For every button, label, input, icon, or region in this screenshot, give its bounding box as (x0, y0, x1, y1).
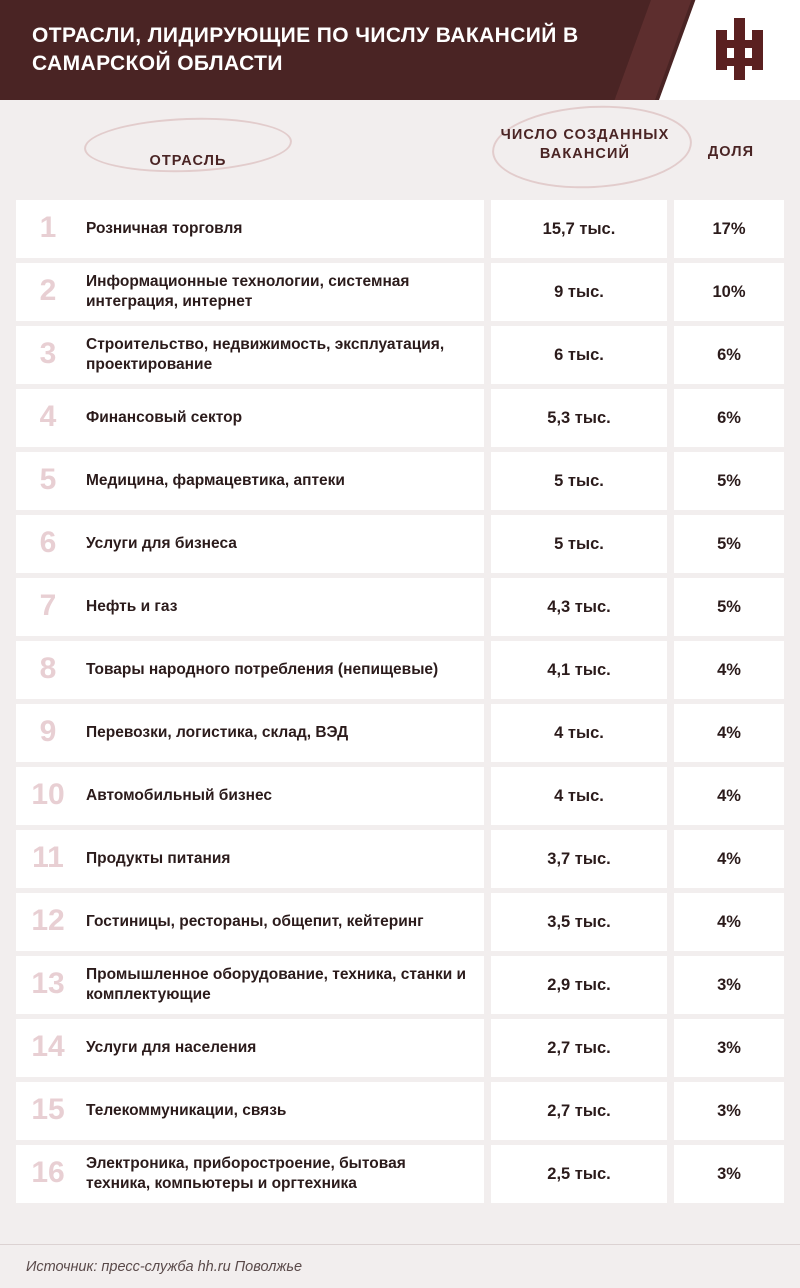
table-row (16, 893, 784, 951)
row-rank: 9 (16, 704, 80, 762)
row-count: 4 тыс. (491, 767, 667, 825)
row-share: 4% (674, 893, 784, 951)
table-row (16, 830, 784, 888)
table-row (16, 704, 784, 762)
row-share: 6% (674, 389, 784, 447)
table-row (16, 200, 784, 258)
row-count: 3,7 тыс. (491, 830, 667, 888)
row-rank: 8 (16, 641, 80, 699)
row-rank: 15 (16, 1082, 80, 1140)
row-share: 4% (674, 767, 784, 825)
row-rank: 5 (16, 452, 80, 510)
row-rank: 3 (16, 326, 80, 384)
table-row (16, 263, 784, 321)
row-branch: Товары народного потребления (непищевые) (80, 641, 484, 699)
row-rank: 7 (16, 578, 80, 636)
table-row (16, 956, 784, 1014)
column-header-count: ЧИСЛО СОЗДАННЫХ ВАКАНСИЙ (500, 127, 670, 162)
table-row (16, 578, 784, 636)
row-branch: Промышленное оборудование, техника, станки и комплектующие (80, 956, 484, 1014)
row-rank: 12 (16, 893, 80, 951)
page-title: ОТРАСЛИ, ЛИДИРУЮЩИЕ ПО ЧИСЛУ ВАКАНСИЙ В САМАРСКОЙ ОБЛАСТИ (32, 24, 579, 75)
table-row (16, 641, 784, 699)
row-count: 2,9 тыс. (491, 956, 667, 1014)
row-share: 4% (674, 641, 784, 699)
row-branch: Услуги для населения (80, 1019, 484, 1077)
row-count: 5 тыс. (491, 515, 667, 573)
row-share: 10% (674, 263, 784, 321)
row-count: 2,5 тыс. (491, 1145, 667, 1203)
row-share: 5% (674, 578, 784, 636)
table-row (16, 389, 784, 447)
table-body (0, 200, 800, 1203)
row-share: 4% (674, 830, 784, 888)
table-row (16, 767, 784, 825)
table-row (16, 1019, 784, 1077)
row-branch: Информационные технологии, системная интеграция, интернет (80, 263, 484, 321)
row-count: 5,3 тыс. (491, 389, 667, 447)
source-text: Источник: пресс-служба hh.ru Поволжье (26, 1258, 303, 1275)
row-rank: 2 (16, 263, 80, 321)
row-branch: Автомобильный бизнес (80, 767, 484, 825)
row-count: 5 тыс. (491, 452, 667, 510)
row-share: 4% (674, 704, 784, 762)
row-count: 4,3 тыс. (491, 578, 667, 636)
column-header-branch: ОТРАСЛЬ (149, 153, 227, 169)
row-share: 3% (674, 1019, 784, 1077)
row-count: 4 тыс. (491, 704, 667, 762)
table-row (16, 452, 784, 510)
row-branch: Нефть и газ (80, 578, 484, 636)
row-count: 9 тыс. (491, 263, 667, 321)
row-branch: Перевозки, логистика, склад, ВЭД (80, 704, 484, 762)
table-row (16, 1082, 784, 1140)
footer (0, 1244, 800, 1288)
row-share: 17% (674, 200, 784, 258)
row-count: 4,1 тыс. (491, 641, 667, 699)
row-share: 5% (674, 515, 784, 573)
row-branch: Продукты питания (80, 830, 484, 888)
row-branch: Финансовый сектор (80, 389, 484, 447)
row-branch: Строительство, недвижимость, эксплуатация, проектирование (80, 326, 484, 384)
row-rank: 4 (16, 389, 80, 447)
table-row (16, 326, 784, 384)
column-header-share: ДОЛЯ (707, 144, 755, 160)
row-branch: Телекоммуникации, связь (80, 1082, 484, 1140)
row-count: 6 тыс. (491, 326, 667, 384)
row-share: 5% (674, 452, 784, 510)
row-rank: 6 (16, 515, 80, 573)
row-rank: 16 (16, 1145, 80, 1203)
header-banner (0, 0, 800, 100)
row-branch: Гостиницы, рестораны, общепит, кейтеринг (80, 893, 484, 951)
row-count: 15,7 тыс. (491, 200, 667, 258)
hh-logo-icon (712, 18, 766, 80)
row-rank: 1 (16, 200, 80, 258)
row-branch: Розничная торговля (80, 200, 484, 258)
row-branch: Медицина, фармацевтика, аптеки (80, 452, 484, 510)
row-rank: 14 (16, 1019, 80, 1077)
row-rank: 13 (16, 956, 80, 1014)
table-row (16, 515, 784, 573)
row-share: 3% (674, 1082, 784, 1140)
row-branch: Электроника, приборостроение, бытовая техника, компьютеры и оргтехника (80, 1145, 484, 1203)
table-row (16, 1145, 784, 1203)
row-share: 6% (674, 326, 784, 384)
row-branch: Услуги для бизнеса (80, 515, 484, 573)
row-rank: 11 (16, 830, 80, 888)
row-count: 2,7 тыс. (491, 1019, 667, 1077)
row-share: 3% (674, 1145, 784, 1203)
row-count: 2,7 тыс. (491, 1082, 667, 1140)
row-share: 3% (674, 956, 784, 1014)
row-count: 3,5 тыс. (491, 893, 667, 951)
row-rank: 10 (16, 767, 80, 825)
